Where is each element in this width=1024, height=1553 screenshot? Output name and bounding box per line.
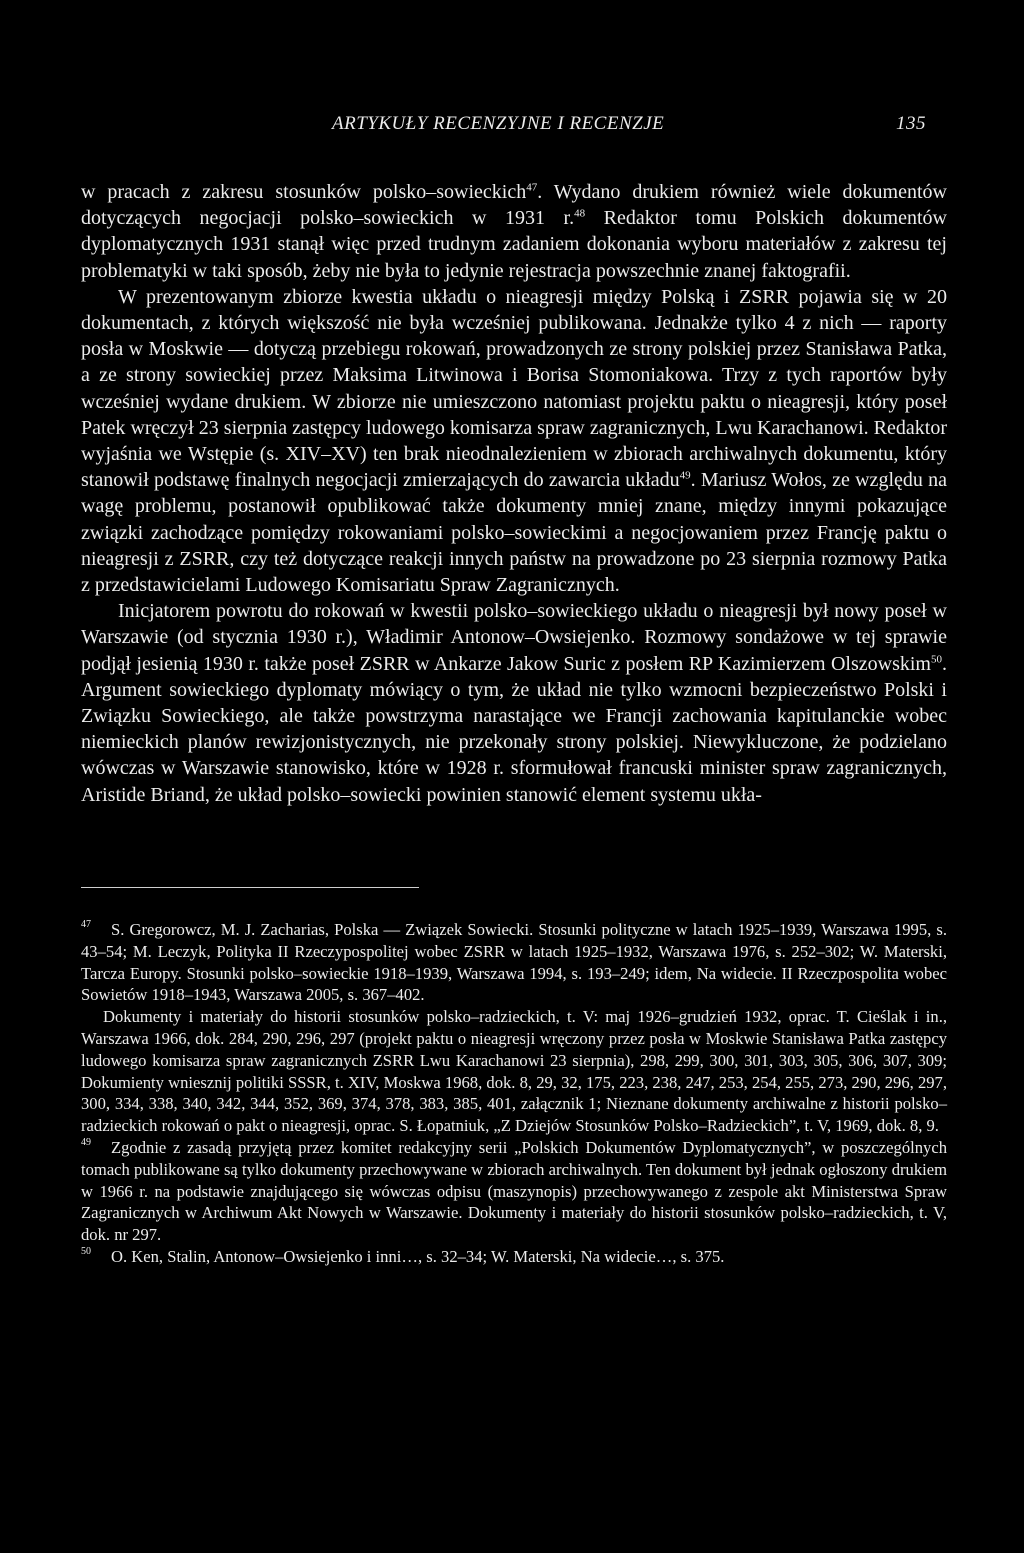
footnote-text: Zgodnie z zasadą przyjętą przez komitet redakcyjny serii „Polskich Dokumentów Dyplomatycznych”, w poszczególnych tomach publikowane są tylko dokumenty przechowywane w zbiorach archiwalnych. Ten dokument był jednak ogłoszony drukiem w 1966 r. na podstawie znajdującego się wówczas odpisu (maszynopis) przechowywanego z zespole akt Ministerstwa Spraw Zagranicznych w Archiwum Akt Nowych w Warszawie. Dokumenty i materiały do historii stosunków polsko–radzieckich, t. V, dok. nr 297. [81, 1137, 947, 1245]
paragraph-2 [81, 284, 947, 598]
footnote-49 [81, 1137, 947, 1246]
paragraph-1 [81, 179, 947, 284]
p2-text-a: W prezentowanym zbiorze kwestia układu o nieagresji między Polską i ZSRR pojawia się w 20 dokumentach, z których większość nie była wcześniej publikowana. Jednakże tylko 4 z nich — raporty posła w Moskwie — dotyczą przebiegu rokowań, prowadzonych ze strony polskiej przez Stanisława Patka, a ze strony sowieckiej przez Maksima Litwinowa i Borisa Stomoniakowa. Trzy z tych raportów były wcześniej wydane drukiem. W zbiorze nie umieszczono natomiast projektu paktu o nieagresji, który poseł Patek wręczył 23 sierpnia zastępcy ludowego komisarza spraw zagranicznych, Lwu Karachanowi. Redaktor wyjaśnia we Wstępie (s. XIV–XV) ten brak nieodnalezieniem w zbiorach archiwalnych dokumentu, który stanowił podstawę finalnych negocjacji zmierzających do zawarcia układu [81, 285, 947, 492]
footnote-text: S. Gregorowcz, M. J. Zacharias, Polska — Związek Sowiecki. Stosunki polityczne w latach 1925–1939, Warszawa 1995, s. 43–54; M. Leczyk, Polityka II Rzeczypospolitej wobec ZSRR w latach 1925–1932, Warszawa 1976, s. 252–302; W. Materski, Tarcza Europy. Stosunki polsko–sowieckie 1918–1939, Warszawa 1994, s. 193–249; idem, Na widecie. II Rzeczpospolita wobec Sowietów 1918–1943, Warszawa 2005, s. 367–402. [81, 920, 947, 1005]
footnote-text: O. Ken, Stalin, Antonow–Owsiejenko i inni…, s. 32–34; W. Materski, Na widecie…, s. 375. [111, 1246, 725, 1266]
footnote-number: 47 [81, 919, 91, 930]
footnote-ref-49: 49 [679, 469, 691, 482]
footnote-ref-50: 50 [931, 653, 942, 665]
paragraph-3 [81, 598, 947, 808]
p3-text-b: . Argument sowieckiego dyplomaty mówiący o tym, że układ nie tylko wzmocni bezpieczeństwo Polski i Związku Sowieckiego, ale także powstrzyma narastające we Francji zachowania kapitulanckie wobec niemieckich planów rewizjonistycznych, nie przekonały strony polskiej. Niewykluczone, że podzielano wówczas w Warszawie stanowisko, które w 1928 r. sformułował francuski minister spraw zagranicznych, Aristide Briand, że układ polsko–sowiecki powinien stanowić element systemu ukła- [81, 652, 947, 806]
footnote-number: 50 [81, 1245, 91, 1257]
footnote-47 [81, 919, 947, 1006]
page-number: 135 [896, 113, 926, 134]
main-text [81, 179, 947, 808]
p3-text-a: Inicjatorem powrotu do rokowań w kwestii polsko–sowieckiego układu o nieagresji był nowy poseł w Warszawie (od stycznia 1930 r.), Władimir Antonow–Owsiejenko. Rozmowy sondażowe w tej sprawie podjął jesienią 1930 r. także poseł ZSRR w Ankarze Jakow Suric z posłem RP Kazimierzem Olszowskim [81, 600, 947, 675]
footnote-number: 49 [81, 1136, 91, 1148]
footnote-ref-47: 47 [526, 181, 538, 194]
footnote-50 [81, 1246, 947, 1268]
p1-text-c: Redaktor tomu Polskich dokumentów dyplomatycznych 1931 stanął więc przed trudnym zadaniem dokonania wyboru materiałów z zakresu tej problematyki w taki sposób, żeby nie była to jedynie rejestracja powszechnie znanej faktografii. [81, 207, 947, 282]
running-header-title: ARTYKUŁY RECENZYJNE I RECENZJE [332, 113, 665, 134]
footnote-separator [81, 887, 419, 888]
p1-text-b: . Wydano drukiem również wiele dokumentów dotyczących negocjacji polsko–sowieckich w 1931 r. [81, 181, 947, 230]
footnote-text: Dokumenty i materiały do historii stosunków polsko–radzieckich, t. V: maj 1926–grudzień 1932, oprac. T. Cieślak i in., Warszawa 1966, dok. 284, 290, 296, 297 (projekt paktu o nieagresji wręczony przez posła w Moskwie Stanisława Patka zastępcy ludowego komisarza spraw zagranicznych ZSRR Lwu Karachanowi 23 sierpnia), 298, 299, 300, 301, 303, 305, 306, 307, 309; Dokumienty wniesznij politiki SSSR, t. XIV, Moskwa 1968, dok. 8, 29, 32, 175, 223, 238, 247, 253, 254, 255, 273, 290, 296, 297, 300, 334, 338, 340, 342, 344, 352, 369, 374, 378, 383, 385, 401, załącznik 1; Nieznane dokumenty archiwalne z historii polsko–radzieckich rokowań o pakt o nieagresji, oprac. S. Łopatniuk, „Z Dziejów Stosunków Polsko–Radzieckich”, t. V, 1969, dok. 8, 9. [81, 1007, 947, 1136]
footnote-48 [81, 1006, 947, 1137]
footnote-ref-48: 48 [574, 207, 586, 220]
p1-text-a: w pracach z zakresu stosunków polsko–sowieckich [81, 181, 527, 203]
footnotes [81, 919, 947, 1268]
p2-text-b: . Mariusz Wołos, ze względu na wagę problemu, postanowił opublikować także dokumenty mniej znane, między innymi pokazujące związki zachodzące pomiędzy rokowaniami polsko–sowieckimi a negocjowaniem przez Francję paktu o nieagresji z ZSRR, czy też dotyczące reakcji innych państw na prowadzone po 23 sierpnia rozmowy Patka z przedstawicielami Ludowego Komisariatu Spraw Zagranicznych. [81, 469, 947, 597]
